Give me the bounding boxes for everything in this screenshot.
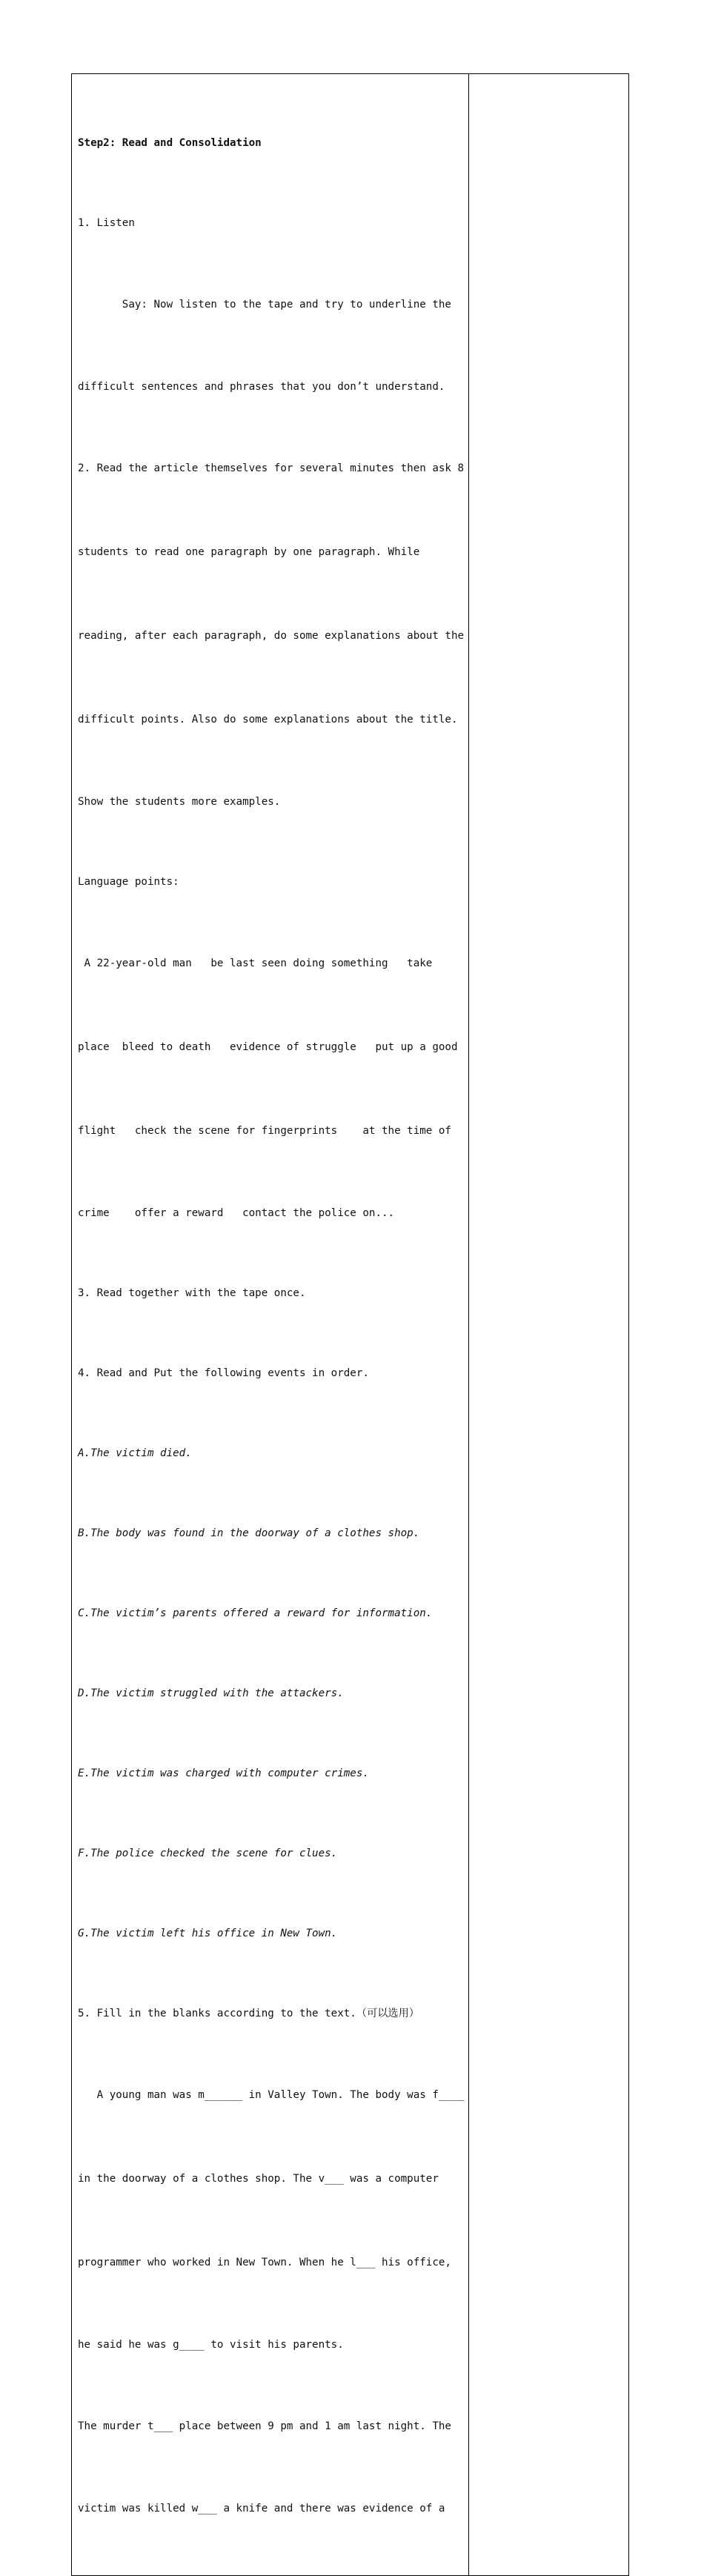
event-item-d: D.The victim struggled with the attackers. — [78, 1687, 344, 1699]
fill-heading: 5. Fill in the blanks according to the text.（可以选用） — [78, 2008, 419, 2019]
listen-heading: 1. Listen — [78, 217, 135, 229]
step-title: Step2: Read and Consolidation — [78, 137, 262, 149]
read-line-3: reading, after each paragraph, do some explanations about the — [78, 630, 465, 642]
read-line-1: 2. Read the article themselves for several minutes then ask 8 — [78, 462, 465, 474]
event-item-f: F.The police checked the scene for clues. — [78, 1848, 338, 1859]
event-item-e: E.The victim was charged with computer crimes. — [78, 1767, 369, 1779]
fill-line-4: he said he was g____ to visit his parents. — [78, 2339, 344, 2351]
fill-line-6: victim was killed w___ a knife and there was evidence of a — [78, 2503, 445, 2514]
fill-line-1: A young man was m______ in Valley Town. The body was f____ — [78, 2089, 465, 2101]
listen-line-2: difficult sentences and phrases that you don’t understand. — [78, 381, 445, 393]
order-heading: 4. Read and Put the following events in order. — [78, 1367, 369, 1379]
read-line-2: students to read one paragraph by one paragraph. While — [78, 546, 420, 558]
event-item-a: A.The victim died. — [78, 1447, 192, 1459]
main-content-cell — [72, 74, 469, 2576]
event-item-c: C.The victim’s parents offered a reward for information. — [78, 1607, 433, 1619]
language-points-line-4: crime offer a reward contact the police on... — [78, 1207, 395, 1219]
lesson-content — [72, 74, 468, 2575]
listen-line-1: Say: Now listen to the tape and try to underline the — [78, 299, 451, 311]
event-item-b: B.The body was found in the doorway of a clothes shop. — [78, 1527, 420, 1539]
read-line-4: difficult points. Also do some explanations about the title. — [78, 714, 458, 726]
lesson-plan-table — [71, 73, 629, 2576]
language-points-line-3: flight check the scene for fingerprints at the time of — [78, 1125, 451, 1137]
event-item-g: G.The victim left his office in New Town. — [78, 1928, 338, 1939]
language-points-line-2: place bleed to death evidence of struggle put up a good — [78, 1041, 458, 1053]
notes-cell — [469, 74, 629, 2576]
fill-line-2: in the doorway of a clothes shop. The v___ was a computer — [78, 2173, 439, 2185]
read-line-5: Show the students more examples. — [78, 796, 281, 808]
language-points-line-1: A 22-year-old man be last seen doing something take — [78, 957, 433, 969]
fill-line-5: The murder t___ place between 9 pm and 1 am last night. The — [78, 2420, 451, 2432]
language-points-heading: Language points: — [78, 876, 179, 888]
fill-line-3: programmer who worked in New Town. When he l___ his office, — [78, 2257, 451, 2268]
read-together-line: 3. Read together with the tape once. — [78, 1287, 306, 1299]
